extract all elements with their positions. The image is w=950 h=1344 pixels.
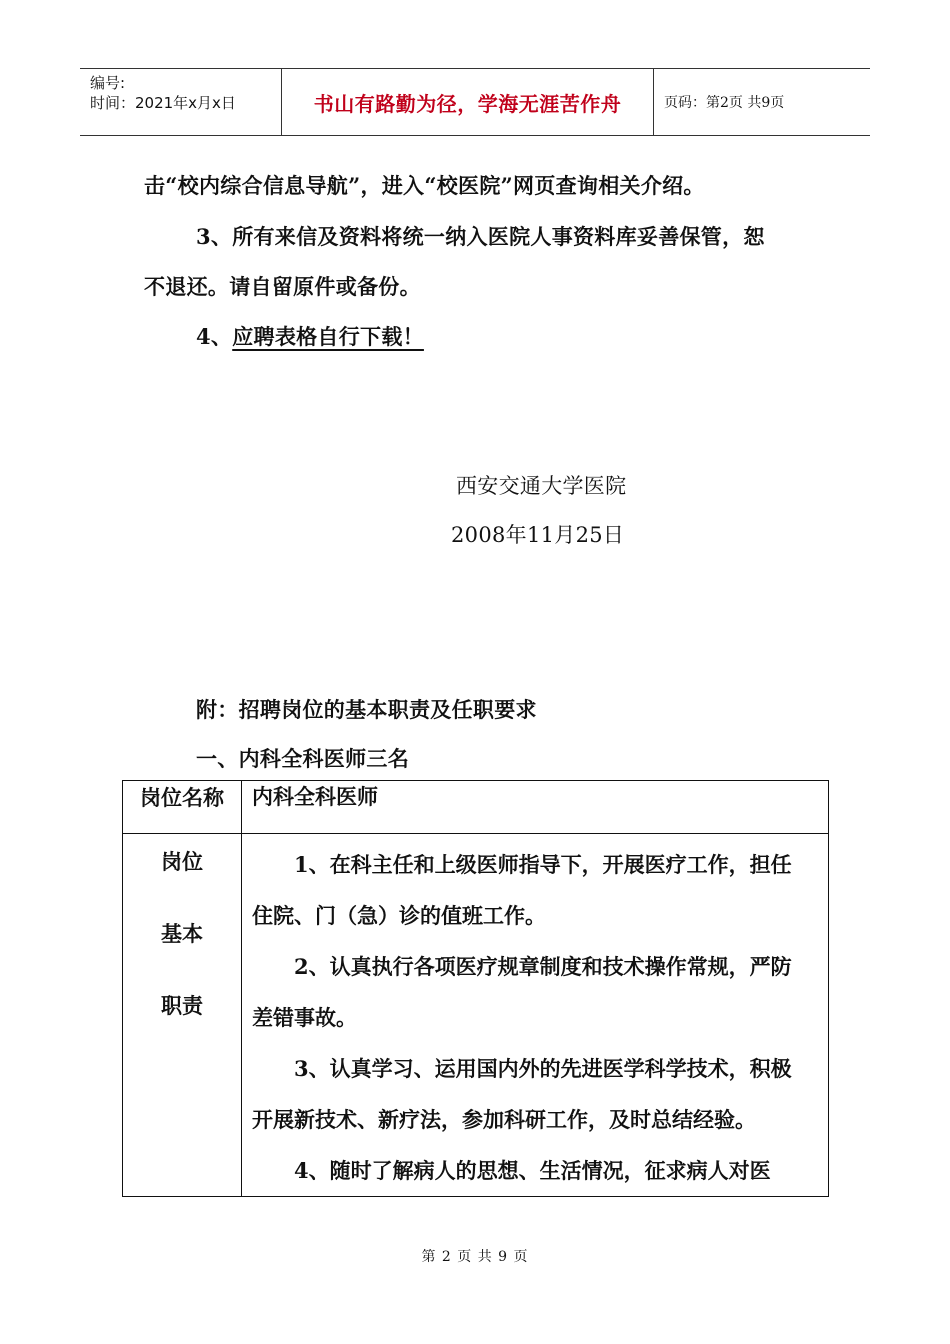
header-motto: 书山有路勤为径，学海无涯苦作舟	[313, 91, 622, 116]
job-table	[122, 780, 829, 1197]
section-1-title: 一、内科全科医师三名	[196, 746, 409, 771]
table-duty-row	[123, 834, 829, 1197]
duty-line: 开展新技术、新疗法，参加科研工作，及时总结经验。	[252, 1107, 756, 1132]
organization-name: 西安交通大学医院	[456, 474, 627, 498]
appendix-title: 附：招聘岗位的基本职责及任职要求	[196, 697, 537, 722]
duty-label-cell	[123, 834, 242, 1197]
page-footer: 第 2 页 共 9 页	[421, 1249, 529, 1265]
duty-label-1: 岗位	[161, 849, 203, 874]
duty-line: 4、随时了解病人的思想、生活情况，征求病人对医	[294, 1158, 771, 1183]
paragraph-1: 击“校内综合信息导航”，进入“校医院”网页查询相关介绍。	[144, 173, 705, 198]
page-header	[80, 68, 870, 136]
position-name-label: 岗位名称	[123, 781, 242, 834]
position-name-value: 内科全科医师	[242, 781, 829, 834]
number-label: 编号:	[90, 74, 126, 92]
duty-line: 差错事故。	[252, 1005, 357, 1030]
table-header-row	[123, 781, 829, 834]
paragraph-2-line-2: 不退还。请自留原件或备份。	[144, 274, 421, 299]
duty-label-3: 职责	[161, 993, 203, 1018]
duty-line: 3、认真学习、运用国内外的先进医学科学技术，积极	[294, 1056, 792, 1081]
duty-line: 住院、门（急）诊的值班工作。	[252, 903, 546, 928]
paragraph-3	[196, 321, 439, 351]
duty-content-cell	[242, 834, 829, 1197]
header-motto-cell	[282, 69, 654, 135]
duty-line: 2、认真执行各项医疗规章制度和技术操作常规，严防	[294, 954, 792, 979]
paragraph-2-line-1: 3、所有来信及资料将统一纳入医院人事资料库妥善保管，恕	[196, 224, 765, 249]
duty-line: 1、在科主任和上级医师指导下，开展医疗工作，担任	[294, 852, 792, 877]
header-meta	[80, 69, 282, 135]
issue-date: 2008年11月25日	[451, 523, 625, 547]
duty-label-2: 基本	[161, 921, 203, 946]
download-form-link[interactable]: 应聘表格自行下载！	[232, 324, 424, 349]
paragraph-3-prefix: 4、	[196, 324, 233, 349]
header-page-code: 页码：第2页 共9页	[664, 95, 785, 111]
time-label: 时间：2021年x月x日	[90, 94, 236, 112]
